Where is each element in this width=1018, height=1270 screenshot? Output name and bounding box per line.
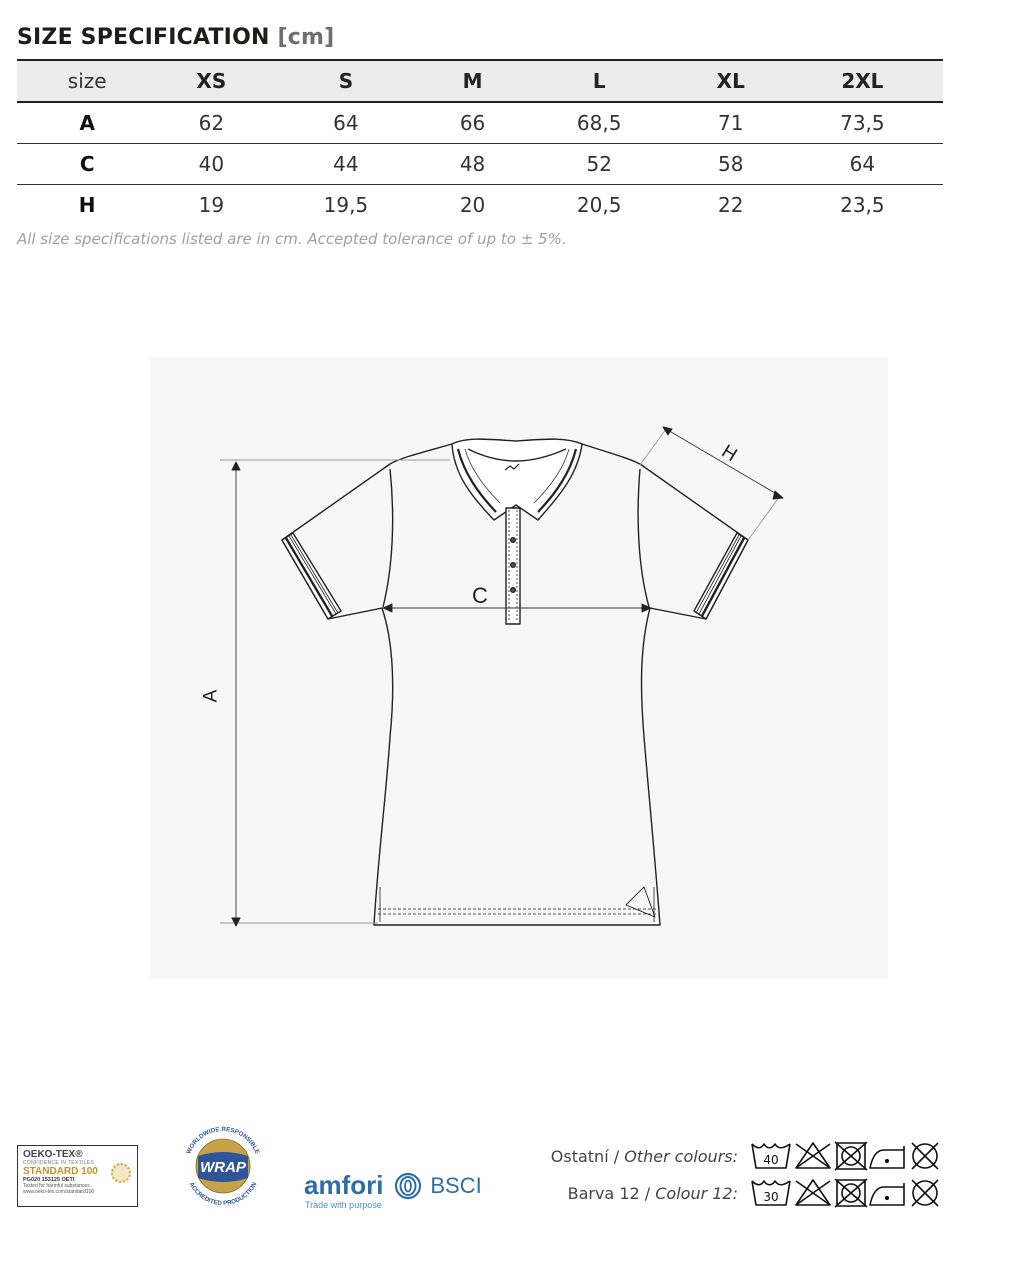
oeko-tex-logo — [17, 1145, 138, 1207]
garment-diagram — [150, 357, 888, 979]
iron-low-icon — [870, 1183, 904, 1205]
title-main: SIZE SPECIFICATION — [17, 25, 270, 50]
measure-h-label: H — [717, 441, 741, 467]
left-armhole-seam — [383, 469, 393, 607]
right-sleeve-cuff — [694, 533, 748, 619]
row-label-a: A — [17, 102, 157, 144]
amfori-bsci-logo — [304, 1170, 482, 1210]
measure-h-guide — [640, 427, 783, 540]
table-cell: 48 — [426, 144, 518, 185]
button-icon — [511, 538, 516, 543]
header-cell-s: S — [265, 60, 426, 102]
table-cell: 20 — [459, 193, 486, 217]
table-cell: 73,5 — [782, 102, 943, 144]
table-cell: 20,5 — [576, 193, 622, 217]
no-dry-clean-icon — [912, 1143, 938, 1169]
table-cell: 62 — [157, 102, 265, 144]
wrap-seal-icon — [178, 1120, 268, 1212]
care-label-sep: / — [644, 1184, 651, 1203]
oeko-line6: www.oeko-tex.com/standard100 — [23, 1189, 95, 1195]
amfori-ring-icon — [394, 1172, 422, 1200]
oeko-line4: PG020 153125 OETI — [23, 1177, 75, 1183]
table-cell: 58 — [680, 144, 782, 185]
measure-a-guide — [220, 460, 450, 926]
table-cell: 64 — [782, 144, 943, 185]
table-row — [17, 144, 943, 185]
table-cell: 40 — [157, 144, 265, 185]
svg-text:40: 40 — [763, 1153, 779, 1167]
amfori-name: amfori — [304, 1170, 384, 1200]
oeko-line2: CONFIDENCE IN TEXTILES — [23, 1160, 94, 1166]
left-sleeve-cuff — [282, 533, 341, 619]
table-cell: 19,5 — [323, 193, 369, 217]
table-row — [17, 102, 943, 144]
svg-text:WORLDWIDE RESPONSIBLE: WORLDWIDE RESPONSIBLE — [185, 1125, 261, 1156]
size-table — [17, 59, 943, 225]
svg-text:ACCREDITED PRODUCTION: ACCREDITED PRODUCTION — [187, 1181, 259, 1208]
header-cell-l: L — [519, 60, 680, 102]
no-bleach-icon — [796, 1180, 830, 1205]
table-cell: 66 — [426, 102, 518, 144]
table-cell: 44 — [265, 144, 426, 185]
table-cell: 71 — [680, 102, 782, 144]
right-armhole-seam — [638, 469, 649, 607]
page-title — [17, 25, 334, 50]
measure-a-label: A — [200, 689, 222, 703]
button-icon — [511, 588, 516, 593]
measure-c-label: C — [472, 583, 488, 608]
no-bleach-icon — [796, 1143, 830, 1168]
svg-text:WRAP: WRAP — [200, 1159, 246, 1176]
care-label-cz: Barva 12 — [567, 1184, 640, 1203]
hem-tape — [626, 887, 655, 917]
oeko-sun-icon — [111, 1163, 131, 1183]
care-symbols-row — [750, 1177, 944, 1213]
wash-40-icon — [752, 1144, 790, 1168]
table-row — [17, 185, 943, 226]
tolerance-note: All size specifications listed are in cm. Accepted tolerance of up to ± 5%. — [17, 230, 567, 248]
table-cell: 23,5 — [840, 193, 885, 217]
header-cell-xs: XS — [157, 60, 265, 102]
table-cell: 22 — [718, 193, 744, 217]
row-label-h: H — [78, 193, 96, 217]
no-dry-clean-icon — [912, 1180, 938, 1206]
table-cell: 64 — [265, 102, 426, 144]
no-tumble-dry-icon — [835, 1179, 867, 1207]
size-table-header-row — [17, 60, 943, 102]
care-label-cz: Ostatní — [550, 1147, 609, 1166]
iron-low-icon — [870, 1146, 904, 1168]
oeko-line3: STANDARD 100 — [23, 1166, 98, 1177]
header-cell-m: M — [426, 60, 518, 102]
care-label-en: Colour 12: — [655, 1184, 738, 1203]
amfori-program: BSCI — [430, 1172, 482, 1198]
polo-shirt-sketch — [150, 357, 888, 979]
care-label-other-colours — [551, 1147, 738, 1166]
table-cell: 68,5 — [519, 102, 680, 144]
wash-30-icon — [752, 1181, 790, 1205]
button-placket — [506, 508, 520, 624]
header-cell-2xl: 2XL — [782, 60, 943, 102]
oeko-line5: Tested for harmful substances. — [23, 1183, 92, 1189]
oeko-line1: OEKO-TEX® — [23, 1149, 83, 1160]
table-cell: 19 — [198, 193, 225, 217]
side-vent — [380, 887, 654, 922]
no-tumble-dry-icon — [835, 1142, 867, 1170]
care-label-colour-12 — [568, 1184, 738, 1203]
svg-text:30: 30 — [763, 1190, 779, 1204]
care-label-en: Other colours: — [624, 1147, 738, 1166]
amfori-tagline: Trade with purpose — [305, 1200, 382, 1210]
title-unit: [cm] — [277, 25, 335, 50]
header-cell-xl: XL — [680, 60, 782, 102]
table-cell: 52 — [519, 144, 680, 185]
button-icon — [511, 563, 516, 568]
care-symbols-row — [750, 1140, 944, 1176]
header-cell-size: size — [17, 60, 157, 102]
wrap-logo — [178, 1120, 268, 1212]
row-label-c: C — [17, 144, 157, 185]
care-label-sep: / — [613, 1147, 620, 1166]
